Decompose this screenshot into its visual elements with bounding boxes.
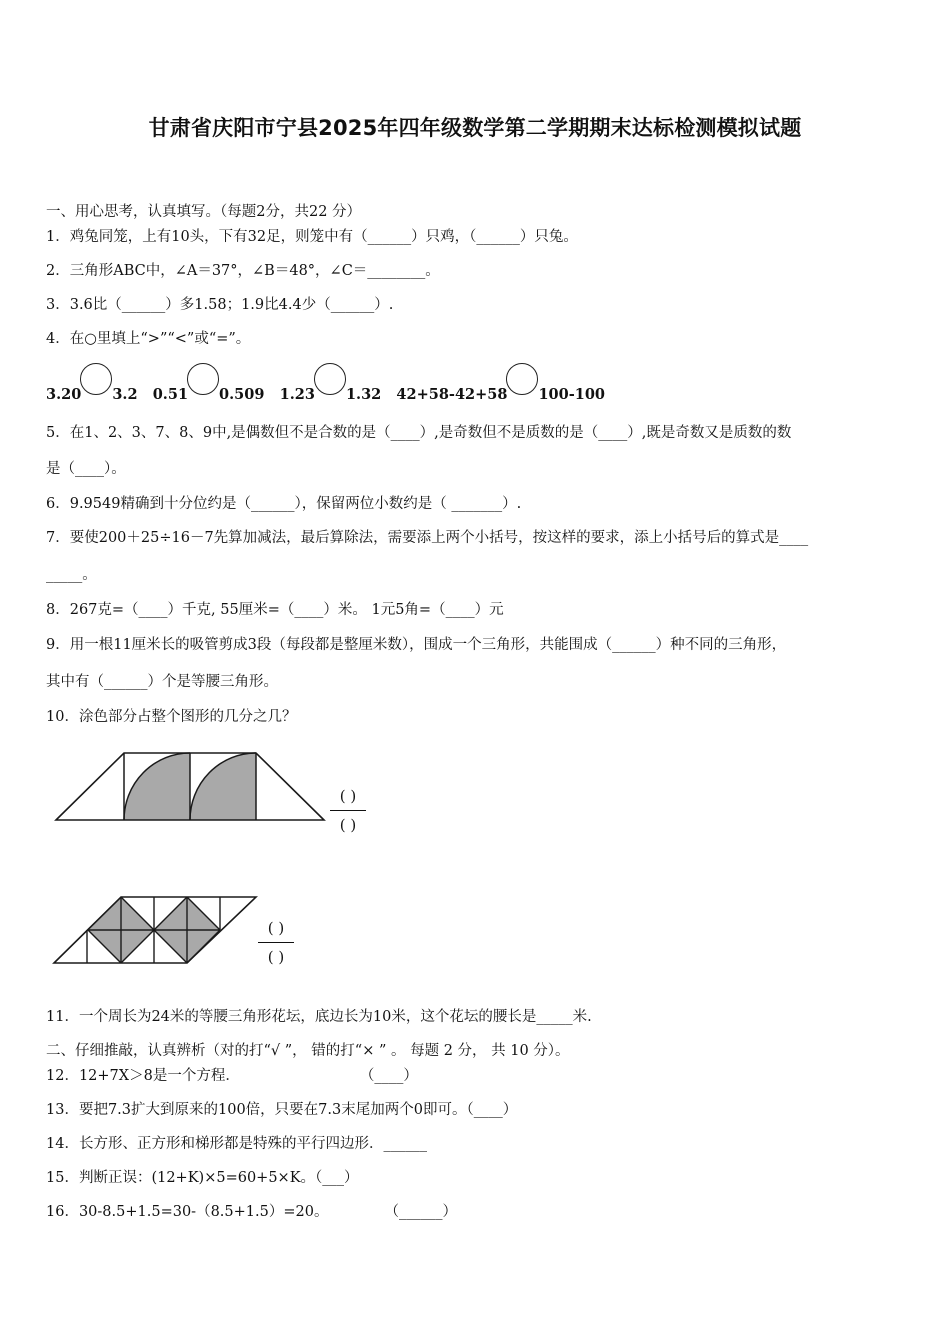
question-10: 10．涂色部分占整个图形的几分之几？ [46,709,297,725]
question-12-text: 12．12+7X＞8是一个方程． [46,1068,240,1084]
fraction-1-bar [330,810,366,811]
fraction-answer-1[interactable] [330,784,366,837]
question-4: 4．在○里填上“>”“<”或“=”。 [46,331,251,347]
question-13: 13．要把7.3扩大到原来的100倍，只要在7.3末尾加两个0即可。（____） [46,1102,518,1118]
question-14: 14．长方形、正方形和梯形都是特殊的平行四边形．______ [46,1136,427,1152]
parallelogram-figure [50,892,262,968]
compare-left-3: 1.23 [279,386,315,403]
answer-circle-4[interactable] [506,363,538,395]
comparison-row [46,372,605,404]
compare-right-3: 1.32 [345,386,382,403]
section-1-heading: 一、用心思考，认真填写。（每题2分，共22 分） [46,204,362,220]
question-7-line-2: _____。 [46,567,97,583]
fraction-1-bottom: ( ) [339,816,357,834]
compare-left-2: 0.51 [152,386,189,403]
question-5-line-2: 是（____）。 [46,461,126,477]
question-8: 8．267克=（____）千克, 55厘米=（____）米。 1元5角=（____）元 [46,602,504,618]
question-9-line-2: 其中有（______）个是等腰三角形。 [46,674,278,690]
question-7-line-1: 7．要使200＋25÷16－7先算加减法，最后算除法，需要添上两个小括号，按这样的要求，添上小括号后的算式是____ [46,530,809,546]
question-16-blank[interactable]: （______） [384,1204,457,1220]
question-3: 3．3.6比（______）多1.58；1.9比4.4少（______）. [46,297,394,313]
question-16 [46,1202,457,1222]
answer-circle-3[interactable] [314,363,346,395]
fraction-2-bar [258,942,294,943]
question-12-blank[interactable]: （____） [359,1068,418,1084]
section-2-heading: 二、仔细推敲，认真辨析（对的打“√ ”， 错的打“× ” 。 每题 2 分， 共 10 分）。 [46,1043,570,1059]
fraction-answer-2[interactable] [258,916,294,969]
question-9-line-1: 9．用一根11厘米长的吸管剪成3段（每段都是整厘米数），围成一个三角形，共能围成（______）种不同的三角形， [46,637,787,653]
question-12 [46,1066,418,1086]
answer-circle-1[interactable] [80,363,112,395]
page-title: 甘肃省庆阳市宁县2025年四年级数学第二学期期末达标检测模拟试题 [148,116,802,140]
question-15: 15．判断正误：(12+K)×5=60+5×K。（___） [46,1170,359,1186]
fraction-2-top: ( ) [267,919,285,937]
fraction-1-top: ( ) [339,787,357,805]
question-2: 2．三角形ABC中，∠A＝37°，∠B＝48°，∠C＝________。 [46,263,440,279]
trapezoid-figure [50,748,330,828]
question-5-line-1: 5．在1、2、3、7、8、9中,是偶数但不是合数的是（____）,是奇数但不是质数的是（____）,既是奇数又是质数的数 [46,425,792,441]
question-6: 6．9.9549精确到十分位约是（______），保留两位小数约是（ _______）. [46,496,522,512]
question-11: 11．一个周长为24米的等腰三角形花坛，底边长为10米，这个花坛的腰长是_____米. [46,1009,592,1025]
compare-left-4: 42+58-42+58 [396,386,508,403]
compare-right-4: 100-100 [538,386,606,403]
compare-right-2: 0.509 [219,386,265,403]
answer-circle-2[interactable] [187,363,219,395]
compare-left-1: 3.20 [46,386,82,403]
fraction-2-bottom: ( ) [267,948,285,966]
question-16-text: 16．30-8.5+1.5=30-（8.5+1.5）=20。 [46,1204,329,1220]
compare-right-1: 3.2 [112,386,138,403]
question-1: 1．鸡兔同笼，上有10头，下有32足，则笼中有（______）只鸡，（______）只兔。 [46,229,578,245]
